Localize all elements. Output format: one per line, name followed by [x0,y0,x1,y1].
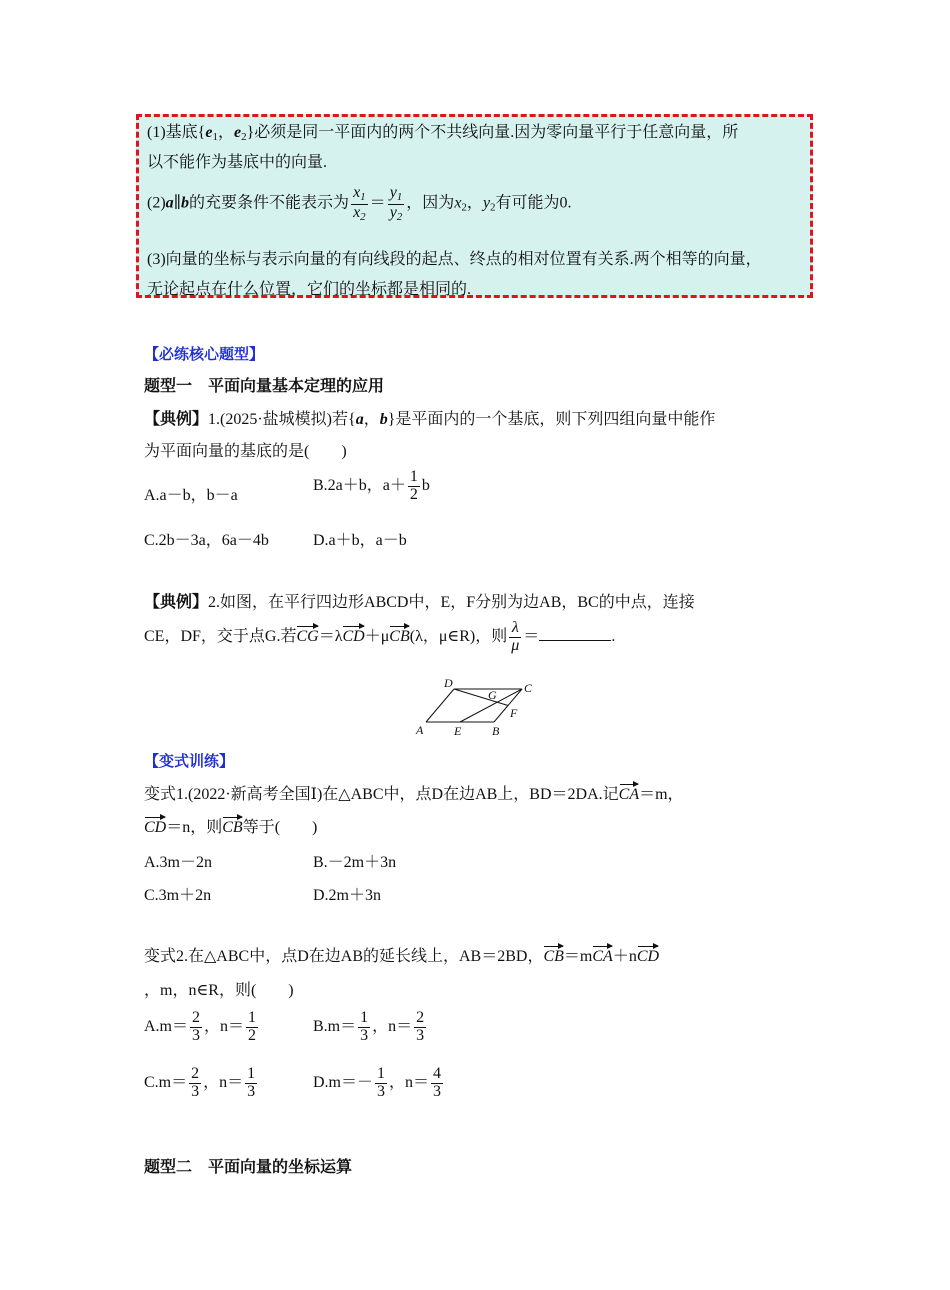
segment-df [454,689,508,706]
variant1-line2: CD＝n，则CB等于( ) [144,814,317,837]
variant2-line1: 变式2.在△ABC中，点D在边AB的延长线上，AB＝2BD，CB＝mCA＋nCD [144,943,659,966]
notes-box [136,114,813,298]
example2-line1: 【典例】2.如图，在平行四边形ABCD中，E，F分别为边AB，BC的中点，连接 [144,592,695,611]
variant1-option-a: A.3m－2n [144,854,213,871]
example1-option-d: D.a＋b，a－b [313,532,407,549]
variant1-line1: 变式1.(2022·新高考全国Ⅰ)在△ABC中，点D在边AB上，BD＝2DA.记CA＝m， [144,781,684,804]
vector-cd: CD [342,624,364,646]
note-1-line-1: (1)基底{$e_1$，$e_2$}必须是同一平面内的两个不共线向量.因为零向量平行于任意向量，所 [147,124,739,143]
fraction-x1-x2: $\frac{x_1}{x_2}$ [353,184,366,223]
example2-line2: CE，DF，交于点G.若CG＝λCD＋μCB(λ，μ∈R)，则 $\frac{\lambda}{\mu}$ ＝ . [144,619,616,654]
edge-da [426,689,454,722]
variant1-option-d: D.2m＋3n [313,887,382,904]
vector-cb: CB [543,944,563,966]
label-d: D [444,676,453,690]
example1-line1: 【典例】1.(2025·盐城模拟)若{a，b}是平面内的一个基底，则下列四组向量中能作 [144,409,716,428]
variant1-option-b: B.－2m＋3n [313,854,397,871]
variant2-option-a: A.m＝ $\frac{2}{3}$ ，n＝ $\frac{1}{2}$ [144,1009,257,1044]
variant2-line2: ，m，n∈R，则( ) [144,982,294,999]
answer-blank[interactable] [539,626,611,641]
vector-cb: CB [222,815,242,837]
vector-cd: CD [144,815,166,837]
example1-option-c: C.2b－3a，6a－4b [144,532,269,549]
note-3-line-2: 无论起点在什么位置，它们的坐标都是相同的. [147,281,472,298]
example1-line2: 为平面向量的基底的是( ) [144,443,347,460]
note-3-line-1: (3)向量的坐标与表示向量的有向线段的起点、终点的相对位置有关系.两个相等的向量， [147,251,762,268]
type1-heading: 题型一 平面向量基本定理的应用 [144,376,385,395]
vector-ca: CA [592,944,612,966]
label-g: G [488,688,497,702]
note-2: (2)a∥b的充要条件不能表示为 $\frac{x_1}{x_2}$ ＝ $\frac{y_1}{y_2}$ ，因为$x_2$，$y_2$有可能为0. [147,184,572,223]
example1-option-b: B.2a＋b，a＋ $\frac{1}{2}$ b [313,468,430,503]
variant2-option-b: B.m＝ $\frac{1}{3}$ ，n＝ $\frac{2}{3}$ [313,1009,425,1044]
label-c: C [524,681,533,695]
label-a: A [416,723,424,737]
example1-option-a: A.a－b，b－a [144,487,238,504]
variant2-option-c: C.m＝ $\frac{2}{3}$ ，n＝ $\frac{1}{3}$ [144,1065,256,1100]
label-e: E [454,724,462,738]
fraction-y1-y2: $\frac{y_1}{y_2}$ [389,184,403,223]
label-f: F [510,706,518,720]
variant2-option-d: D.m＝－ $\frac{1}{3}$ ，n＝ $\frac{4}{3}$ [313,1065,442,1100]
type2-heading: 题型二 平面向量的坐标运算 [144,1157,353,1176]
vector-cb: CB [389,624,409,646]
vector-cd: CD [637,944,659,966]
vector-ca: CA [619,782,639,804]
core-heading: 【必练核心题型】 [144,345,265,363]
variant1-option-c: C.3m＋2n [144,887,212,904]
vector-cg: CG [296,624,318,646]
parallelogram-figure [412,676,542,740]
label-b: B [492,724,500,738]
variant-heading: 【变式训练】 [144,752,235,770]
note-1-line-2: 以不能作为基底中的向量. [147,154,328,171]
